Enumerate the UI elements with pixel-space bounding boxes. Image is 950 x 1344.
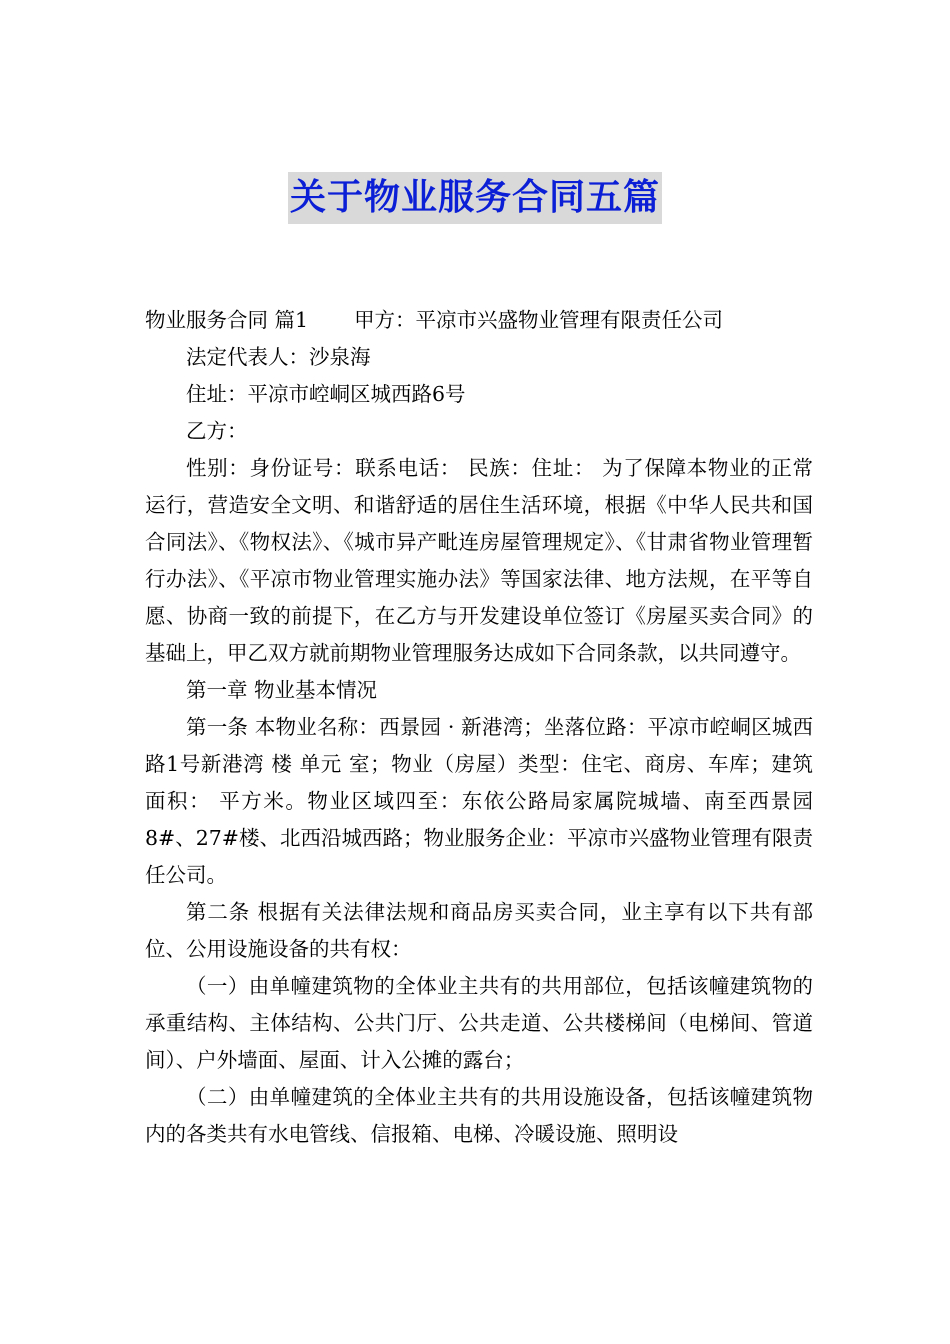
paragraph-address: 住址：平凉市崆峒区城西路6号 [186, 382, 466, 406]
contract-heading-left: 物业服务合同 篇1 [145, 308, 309, 332]
contract-heading-right: 甲方：平凉市兴盛物业管理有限责任公司 [354, 308, 724, 332]
paragraph-preamble: 性别：身份证号：联系电话： 民族：住址： 为了保障本物业的正常运行，营造安全文明、和谐舒适的居住生活环境，根据《中华人民共和国合同法》、《物权法》、《城市异产毗连房屋管理规定》、《甘肃省物业管理暂行办法》、《平凉市物业管理实施办法》等国家法律、地方法规，在平等自愿、协商一致的前提下，在乙方与开发建设单位签订《房屋买卖合同》的基础上，甲乙双方就前期物业管理服务达成如下合同条款，以共同遵守。 [145, 456, 813, 665]
article-1: 第一条 本物业名称：西景园 · 新港湾；坐落位路：平凉市崆峒区城西路1号新港湾 楼 单元 室；物业（房屋）类型：住宅、商房、车库；建筑面积： 平方米。物业区域四至：东依公路局家属院城墙、南至西景园8#、27#楼、北西沿城西路；物业服务企业：平凉市兴盛物业管理有限责任公司。 [145, 715, 813, 887]
paragraph-party-b: 乙方： [186, 419, 248, 443]
title-container [0, 172, 950, 224]
article-2-item-2: （二）由单幢建筑的全体业主共有的共用设施设备，包括该幢建筑物内的各类共有水电管线、信报箱、电梯、冷暖设施、照明设 [145, 1085, 813, 1146]
contract-heading [145, 302, 813, 339]
article-2: 第二条 根据有关法律法规和商品房买卖合同，业主享有以下共有部位、公用设施设备的共有权： [145, 900, 813, 961]
document-body [145, 302, 813, 1153]
article-2-item-1: （一）由单幢建筑物的全体业主共有的共用部位，包括该幢建筑物的承重结构、主体结构、公共门厅、公共走道、公共楼梯间（电梯间、管道间）、户外墙面、屋面、计入公摊的露台； [145, 974, 813, 1072]
document-title: 关于物业服务合同五篇 [288, 172, 662, 224]
paragraph-legal-representative: 法定代表人：沙泉海 [186, 345, 371, 369]
chapter-heading: 第一章 物业基本情况 [186, 678, 378, 702]
